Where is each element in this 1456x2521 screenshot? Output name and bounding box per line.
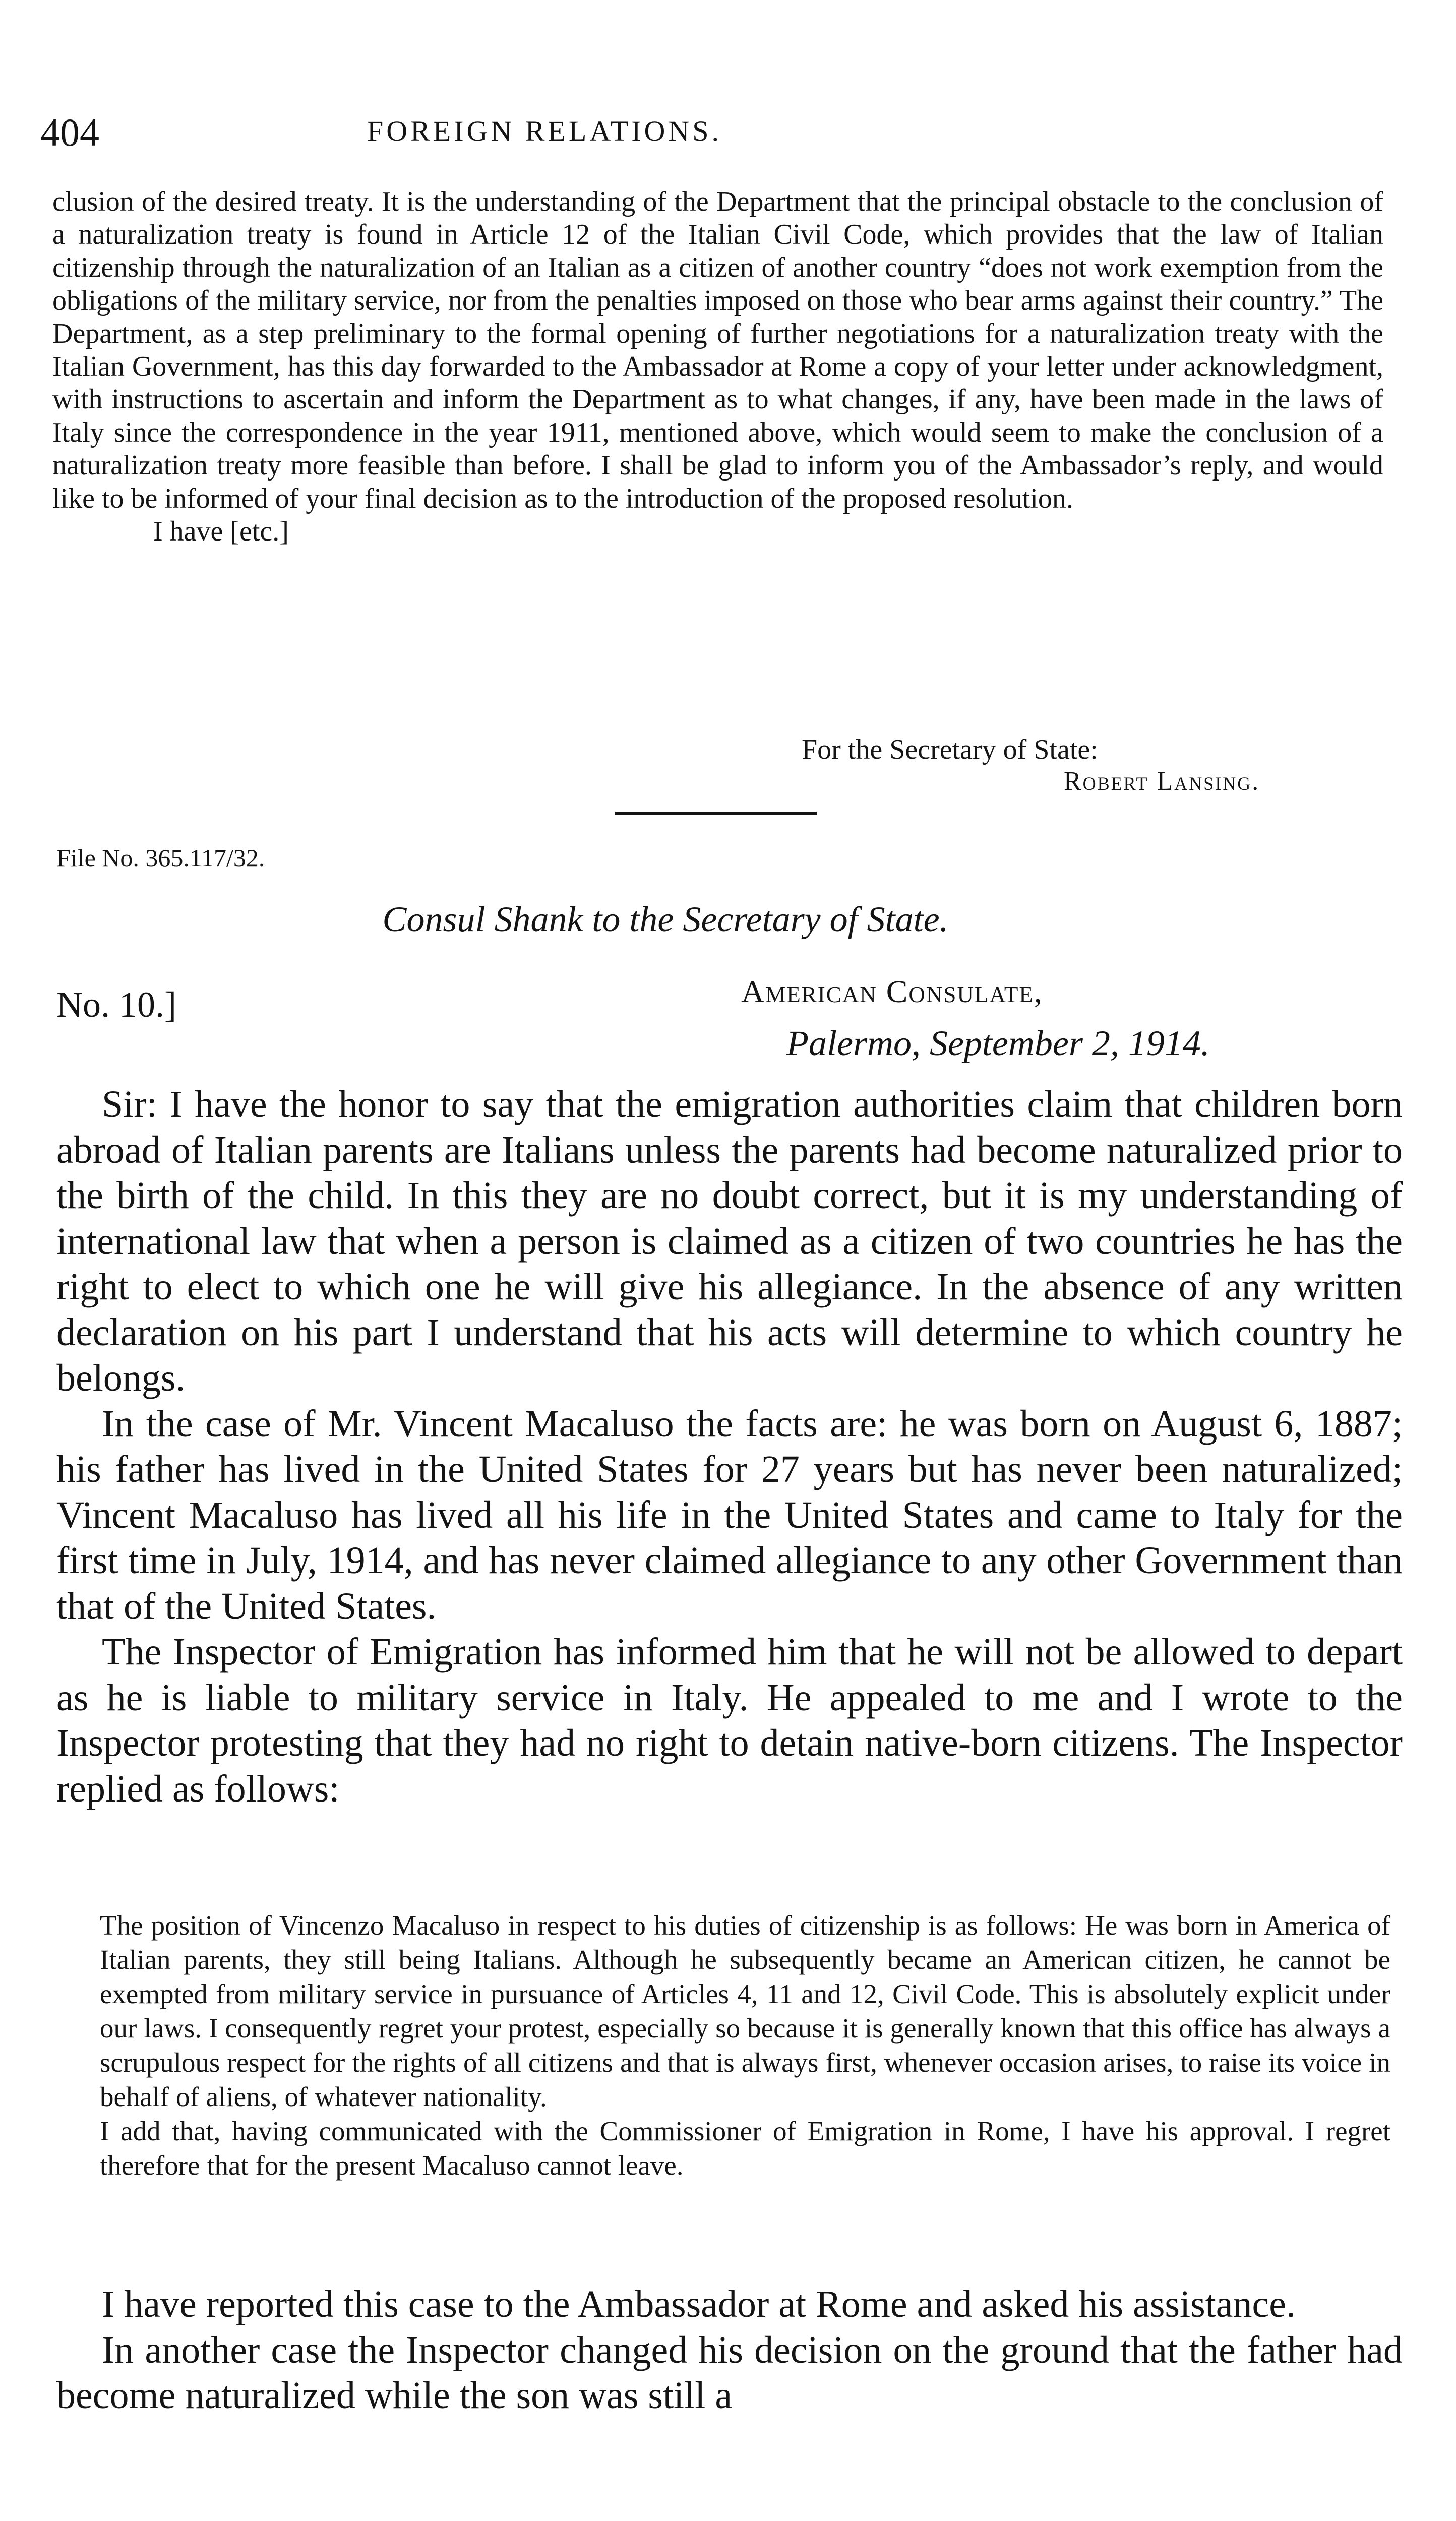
body-paragraph: In the case of Mr. Vincent Macaluso the facts are: he was born on August 6, 1887; his father has lived in the United States for 27 years but has never been naturalized; Vincent Macaluso has lived all his life in the United States and came to Italy for the first time in July, 1914, and has never claimed allegiance to any other Government than that of the United States. xyxy=(56,1402,1403,1628)
file-number: File No. 365.117/32. xyxy=(56,844,265,872)
signature-for: For the Secretary of State: xyxy=(802,734,1098,765)
signature-name: Robert Lansing. xyxy=(1064,767,1260,796)
document-number: No. 10.] xyxy=(56,985,176,1025)
body-paragraph: The Inspector of Emigration has informed him that he will not be allowed to depart as he is liable to military service in Italy. He appealed to me and I wrote to the Inspector protesting that they had no right to detain native-born citizens. The Inspector replied as follows: xyxy=(56,1631,1403,1810)
closing-line: I have [etc.] xyxy=(153,516,289,548)
letter-body xyxy=(56,1082,1403,1812)
quote-paragraph: I add that, having communicated with the Commissioner of Emigration in Rome, I have his approval. I regret therefore that for the present Macaluso cannot leave. xyxy=(100,2116,1390,2181)
running-title: FOREIGN RELATIONS. xyxy=(367,114,722,147)
running-head xyxy=(40,110,1402,155)
body-paragraph: I have reported this case to the Ambassador at Rome and asked his assistance. xyxy=(102,2283,1296,2325)
place-line: American Consulate, xyxy=(741,974,1043,1009)
quoted-reply xyxy=(100,1908,1390,2183)
body-paragraph: In another case the Inspector changed his decision on the ground that the father had become naturalized while the son was still a xyxy=(56,2328,1403,2417)
document-heading: Consul Shank to the Secretary of State. xyxy=(382,899,949,939)
quote-paragraph: The position of Vincenzo Macaluso in respect to his duties of citizenship is as follows: He was born in America of Italian parents, they still being Italians. Although he subsequently became an American citizen, he cannot be exempted from military service in pursuance of Articles 4, 11 and 12, Civil Code. This is absolutely explicit under our laws. I consequently regret your protest, especially so because it is generally known that this office has always a scrupulous respect for the rights of all citizens and that is always first, whenever occasion arises, to raise its voice in behalf of aliens, of whatever nationality. xyxy=(100,1910,1390,2112)
date-line: Palermo, September 2, 1914. xyxy=(786,1023,1210,1063)
body-paragraph: Sir: I have the honor to say that the emigration authorities claim that children born abroad of Italian parents are Italians unless the parents had become naturalized prior to the birth of the child. In this they are no doubt correct, but it is my understanding of international law that when a person is claimed as a citizen of two countries he has the right to elect to which one he will give his allegiance. In the absence of any written declaration on his part I understand that his acts will determine to which country he belongs. xyxy=(56,1083,1403,1399)
previous-letter xyxy=(52,186,1383,548)
previous-letter-text: clusion of the desired treaty. It is the understanding of the Department that the principal obstacle to the conclusion of a naturalization treaty is found in Article 12 of the Italian Civil Code, which provides that the law of Italian citizenship through the naturalization of an Italian as a citizen of another country “does not work exemption from the obligations of the military service, nor from the penalties imposed on those who bear arms against their country.” The Department, as a step preliminary to the formal opening of further negotiations for a naturalization treaty with the Italian Government, has this day forwarded to the Ambassador at Rome a copy of your letter under acknowledgment, with instructions to ascertain and inform the Department as to what changes, if any, have been made in the laws of Italy since the correspondence in the year 1911, mentioned above, which would seem to make the conclusion of a naturalization treaty more feasible than before. I shall be glad to inform you of the Ambassador’s reply, and would like to be informed of your final decision as to the introduction of the proposed resolution. xyxy=(52,186,1383,514)
letter-body-continued xyxy=(56,2282,1403,2419)
page-number: 404 xyxy=(40,110,99,154)
section-divider xyxy=(615,812,817,815)
